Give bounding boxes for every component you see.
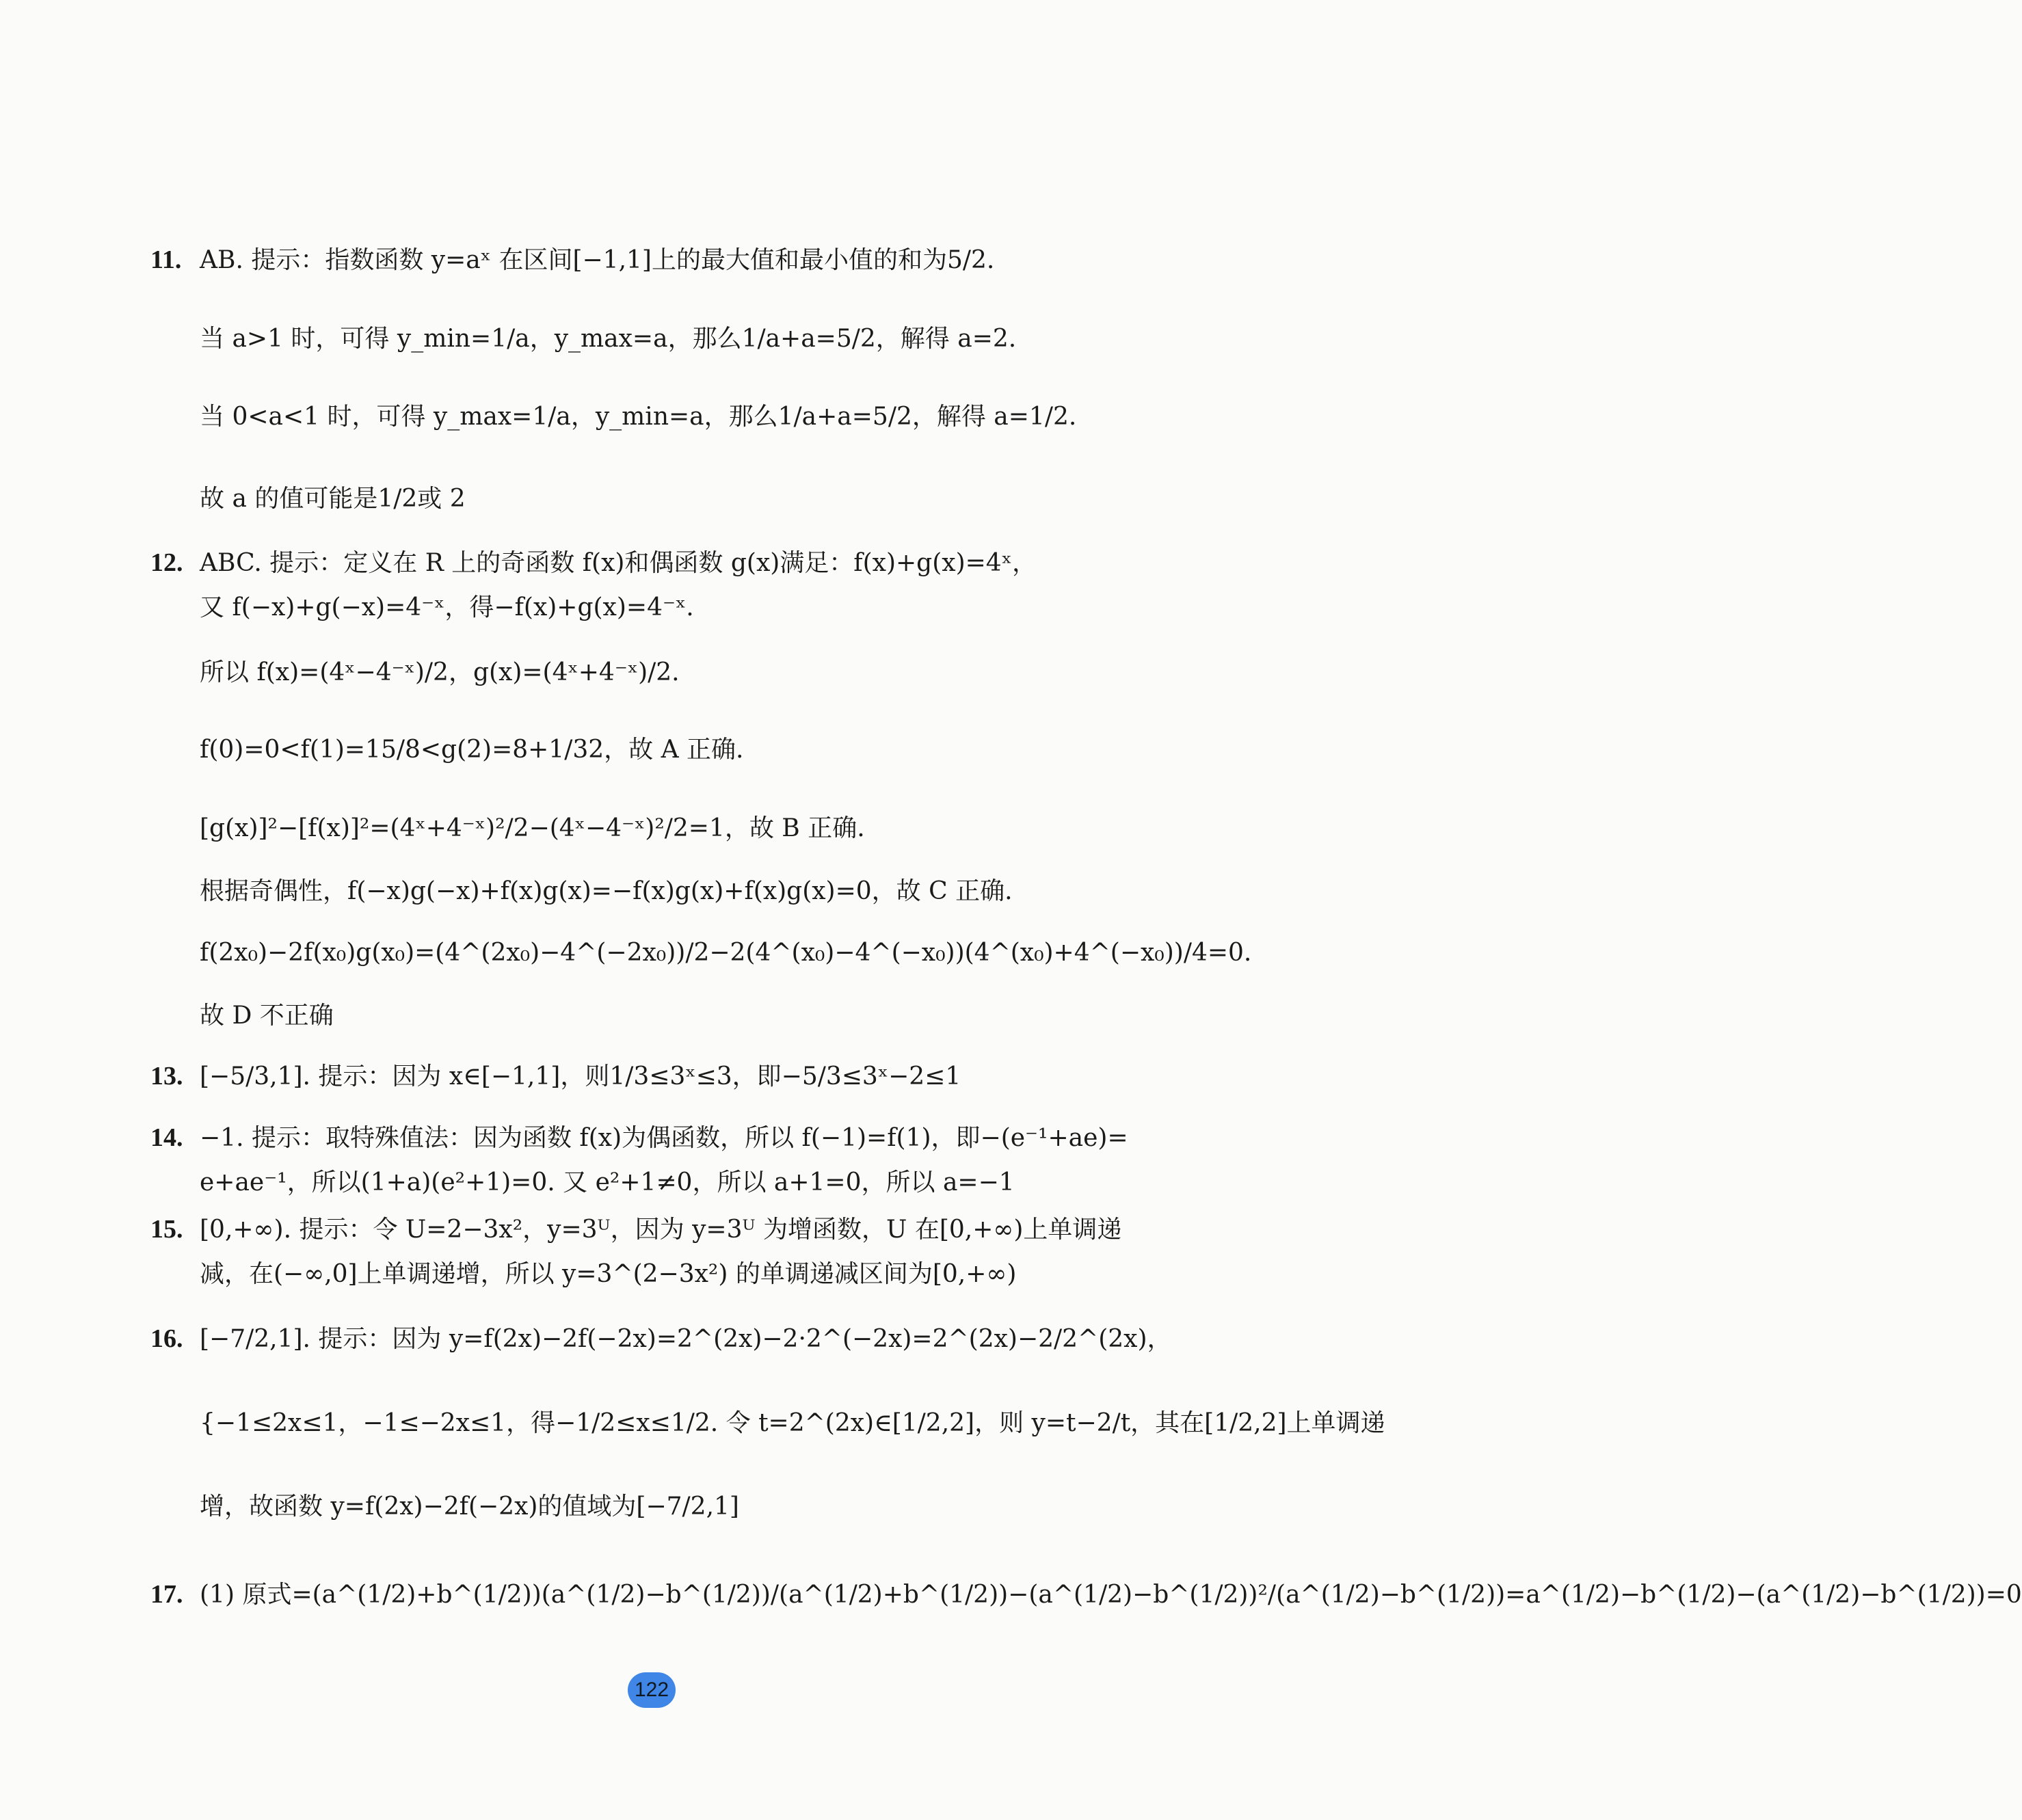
question-number: 15. — [150, 1215, 183, 1244]
question-number: 17. — [150, 1580, 183, 1609]
line-text: AB. 提示：指数函数 y=aˣ 在区间[−1,1]上的最大值和最小值的和为5/2. — [200, 246, 995, 274]
line-text: 当 a>1 时，可得 y_min=1/a，y_max=a，那么1/a+a=5/2，解得 a=2. — [200, 325, 1017, 353]
answer-line — [200, 1407, 1385, 1440]
answer-line — [200, 937, 1252, 969]
answer-line — [200, 812, 1169, 845]
line-text: (1) 原式=(a^(1/2)+b^(1/2))(a^(1/2)−b^(1/2))/(a^(1/2)+b^(1/2))−(a^(1/2)−b^(1/2))²/(a^(1/2)−b^(1/2))=a^(1/2)−b^(1/2)−(a^(1/2)−b^(1/2))=0 — [200, 1581, 2022, 1609]
answer-line — [200, 875, 1169, 908]
line-text: 增，故函数 y=f(2x)−2f(−2x)的值域为[−7/2,1] — [200, 1493, 739, 1521]
line-text: e+ae⁻¹，所以(1+a)(e²+1)=0. 又 e²+1≠0，所以 a+1=0，所以 a=−1 — [200, 1168, 1015, 1196]
line-text: [0,+∞). 提示：令 U=2−3x²，y=3ᵁ，因为 y=3ᵁ 为增函数，U 在[0,+∞)上单调递 — [200, 1216, 1122, 1244]
answer-line — [200, 1490, 1169, 1523]
question-number: 11. — [150, 245, 182, 274]
page-number-badge: 122 — [628, 1672, 676, 1708]
answer-line — [200, 1000, 1169, 1032]
answer-line — [200, 591, 1169, 624]
answer-line — [200, 656, 1169, 689]
line-text: 所以 f(x)=(4ˣ−4⁻ˣ)/2，g(x)=(4ˣ+4⁻ˣ)/2. — [200, 658, 680, 686]
answer-line — [150, 1213, 1169, 1246]
answer-line — [150, 243, 1169, 277]
question-number: 16. — [150, 1324, 183, 1353]
line-text: 根据奇偶性，f(−x)g(−x)+f(x)g(x)=−f(x)g(x)+f(x)g(x)=0，故 C 正确. — [200, 877, 1013, 905]
answer-line — [150, 1578, 2022, 1611]
answer-line — [150, 1060, 1169, 1093]
answer-line — [200, 1258, 1169, 1291]
question-number: 12. — [150, 548, 183, 577]
line-text: f(2x₀)−2f(x₀)g(x₀)=(4^(2x₀)−4^(−2x₀))/2−2(4^(x₀)−4^(−x₀))(4^(x₀)+4^(−x₀))/4=0. — [200, 939, 1252, 967]
answer-line — [150, 546, 1169, 580]
line-text: [−7/2,1]. 提示：因为 y=f(2x)−2f(−2x)=2^(2x)−2·2^(−2x)=2^(2x)−2/2^(2x)， — [200, 1325, 1172, 1353]
question-number: 13. — [150, 1062, 183, 1090]
line-text: 故 D 不正确 — [200, 1002, 334, 1030]
question-number: 14. — [150, 1123, 183, 1152]
answer-line — [200, 401, 1169, 433]
line-text: [g(x)]²−[f(x)]²=(4ˣ+4⁻ˣ)²/2−(4ˣ−4⁻ˣ)²/2=1，故 B 正确. — [200, 814, 865, 842]
line-text: {−1≤2x≤1，−1≤−2x≤1，得−1/2≤x≤1/2. 令 t=2^(2x)∈[1/2,2]，则 y=t−2/t，其在[1/2,2]上单调递 — [200, 1409, 1385, 1437]
answer-line — [200, 483, 1169, 516]
answer-line — [150, 1322, 1172, 1356]
answer-line — [200, 323, 1169, 356]
line-text: [−5/3,1]. 提示：因为 x∈[−1,1]，则1/3≤3ˣ≤3，即−5/3≤3ˣ−2≤1 — [200, 1062, 961, 1090]
line-text: −1. 提示：取特殊值法：因为函数 f(x)为偶函数，所以 f(−1)=f(1)，即−(e⁻¹+ae)= — [200, 1124, 1128, 1152]
line-text: 故 a 的值可能是1/2或 2 — [200, 485, 466, 513]
line-text: f(0)=0<f(1)=15/8<g(2)=8+1/32，故 A 正确. — [200, 736, 744, 764]
line-text: 当 0<a<1 时，可得 y_max=1/a，y_min=a，那么1/a+a=5/2，解得 a=1/2. — [200, 403, 1077, 431]
line-text: ABC. 提示：定义在 R 上的奇函数 f(x)和偶函数 g(x)满足：f(x)+g(x)=4ˣ， — [200, 549, 1037, 577]
answer-line — [200, 734, 1169, 766]
line-text: 减，在(−∞,0]上单调递增，所以 y=3^(2−3x²) 的单调递减区间为[0,+∞) — [200, 1260, 1017, 1288]
answer-line — [150, 1121, 1169, 1155]
answer-line — [200, 1166, 1169, 1199]
line-text: 又 f(−x)+g(−x)=4⁻ˣ，得−f(x)+g(x)=4⁻ˣ. — [200, 593, 694, 621]
